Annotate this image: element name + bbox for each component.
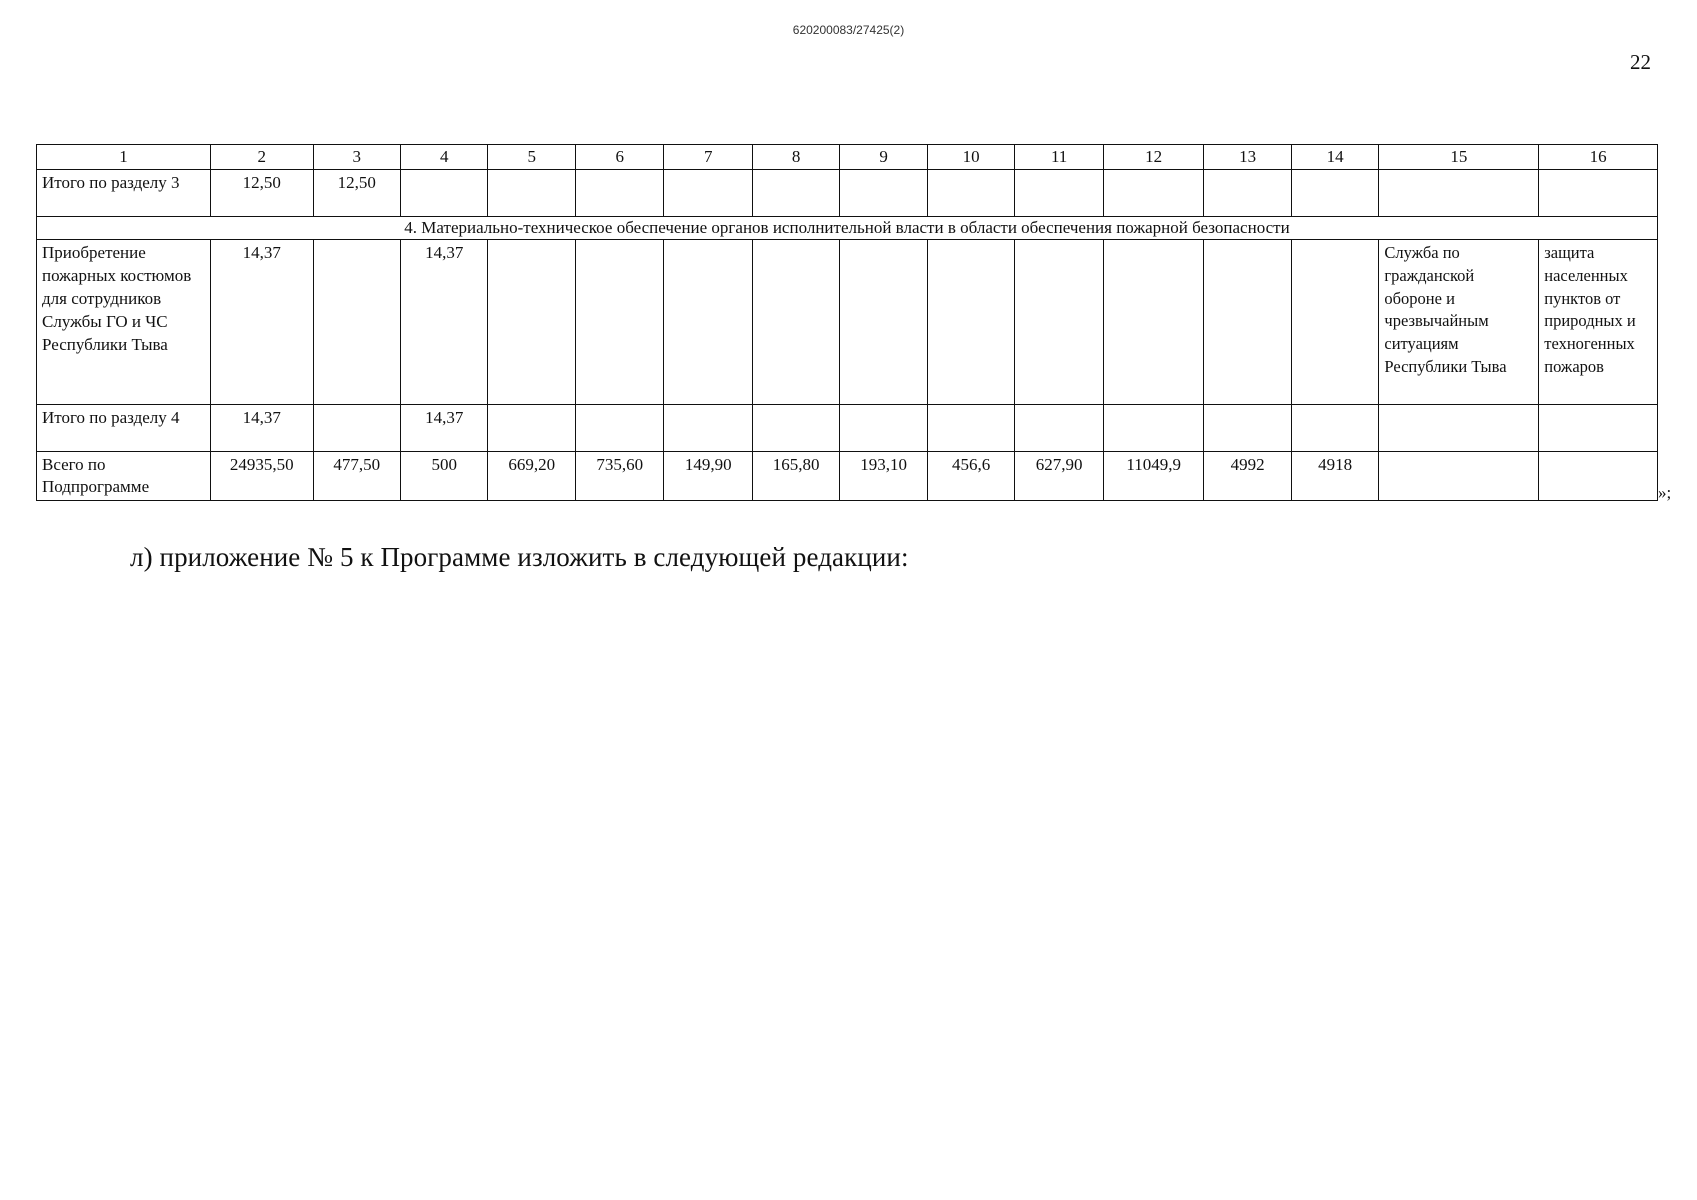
table-cell (840, 170, 927, 217)
table-cell: 14,37 (401, 405, 488, 452)
header-cell: 3 (313, 145, 400, 170)
row-label: Итого по разделу 3 (37, 170, 211, 217)
table-cell (1539, 170, 1658, 217)
header-cell: 8 (752, 145, 839, 170)
section-title-row (37, 217, 1658, 240)
table-cell: 735,60 (575, 452, 663, 501)
table-row (37, 170, 1658, 217)
table-cell (575, 405, 663, 452)
header-cell: 2 (210, 145, 313, 170)
table-cell (1539, 452, 1658, 501)
table-cell: 14,37 (210, 240, 313, 405)
header-cell: 12 (1103, 145, 1204, 170)
table-cell (1291, 240, 1378, 405)
table-cell (1103, 405, 1204, 452)
table-row (37, 452, 1658, 501)
table-cell: 14,37 (210, 405, 313, 452)
table-cell (313, 405, 400, 452)
table-cell (488, 240, 575, 405)
closing-quote-mark: »; (1658, 483, 1672, 502)
table-cell (313, 240, 400, 405)
table-cell (488, 405, 575, 452)
table-cell: 165,80 (752, 452, 839, 501)
header-cell: 16 (1539, 145, 1658, 170)
budget-table (36, 144, 1658, 501)
header-row (37, 145, 1658, 170)
table-cell (927, 405, 1014, 452)
header-cell: 10 (927, 145, 1014, 170)
table-cell (1379, 452, 1539, 501)
header-cell: 5 (488, 145, 575, 170)
table-cell (1015, 405, 1103, 452)
table-cell: 669,20 (488, 452, 575, 501)
header-cell: 6 (575, 145, 663, 170)
table-cell (1015, 170, 1103, 217)
table-cell (664, 170, 752, 217)
page-number: 22 (1630, 50, 1651, 74)
table-cell (488, 170, 575, 217)
table-cell (664, 405, 752, 452)
row-label: Всего по Подпрограмме (37, 452, 211, 501)
table-cell: 500 (401, 452, 488, 501)
table-cell: 11049,9 (1103, 452, 1204, 501)
table-cell: 477,50 (313, 452, 400, 501)
table-cell: 193,10 (840, 452, 927, 501)
responsible-executor: Служба по гражданской обороне и чрезвычайным ситуациям Республики Тыва (1379, 240, 1539, 405)
document-id: 620200083/27425(2) (792, 23, 905, 37)
table-cell (401, 170, 488, 217)
header-cell: 13 (1204, 145, 1291, 170)
table-cell (1291, 405, 1378, 452)
table-cell (575, 170, 663, 217)
header-cell: 1 (37, 145, 211, 170)
row-label: Приобретение пожарных костюмов для сотрудников Службы ГО и ЧС Республики Тыва (37, 240, 211, 405)
table-cell (1204, 170, 1291, 217)
table-cell (1379, 170, 1539, 217)
table-cell (1539, 405, 1658, 452)
section-4-title: 4. Материально-техническое обеспечение органов исполнительной власти в области обеспечения пожарной безопасности (37, 217, 1658, 240)
table-cell (1379, 405, 1539, 452)
table-cell (752, 170, 839, 217)
expected-result: защита населенных пунктов от природных и техногенных пожаров (1539, 240, 1658, 405)
table-row (37, 405, 1658, 452)
amendment-instruction: л) приложение № 5 к Программе изложить в следующей редакции: (130, 542, 909, 572)
table-cell (927, 170, 1014, 217)
header-cell: 15 (1379, 145, 1539, 170)
table-cell: 456,6 (927, 452, 1014, 501)
header-cell: 9 (840, 145, 927, 170)
table-cell (575, 240, 663, 405)
table-cell (840, 405, 927, 452)
table-cell: 627,90 (1015, 452, 1103, 501)
table-cell (752, 240, 839, 405)
table-cell (1103, 170, 1204, 217)
table-cell (664, 240, 752, 405)
table-cell (1204, 240, 1291, 405)
table-cell: 149,90 (664, 452, 752, 501)
table-cell (1204, 405, 1291, 452)
table-cell (927, 240, 1014, 405)
table-row (37, 240, 1658, 405)
row-label: Итого по разделу 4 (37, 405, 211, 452)
table-cell: 14,37 (401, 240, 488, 405)
table-cell: 4918 (1291, 452, 1378, 501)
table-cell: 4992 (1204, 452, 1291, 501)
table-cell (1291, 170, 1378, 217)
table-cell (1103, 240, 1204, 405)
table-cell (752, 405, 839, 452)
table-cell: 12,50 (210, 170, 313, 217)
header-cell: 11 (1015, 145, 1103, 170)
header-cell: 7 (664, 145, 752, 170)
header-cell: 14 (1291, 145, 1378, 170)
table-cell (840, 240, 927, 405)
table-cell: 24935,50 (210, 452, 313, 501)
table-cell (1015, 240, 1103, 405)
header-cell: 4 (401, 145, 488, 170)
table-cell: 12,50 (313, 170, 400, 217)
